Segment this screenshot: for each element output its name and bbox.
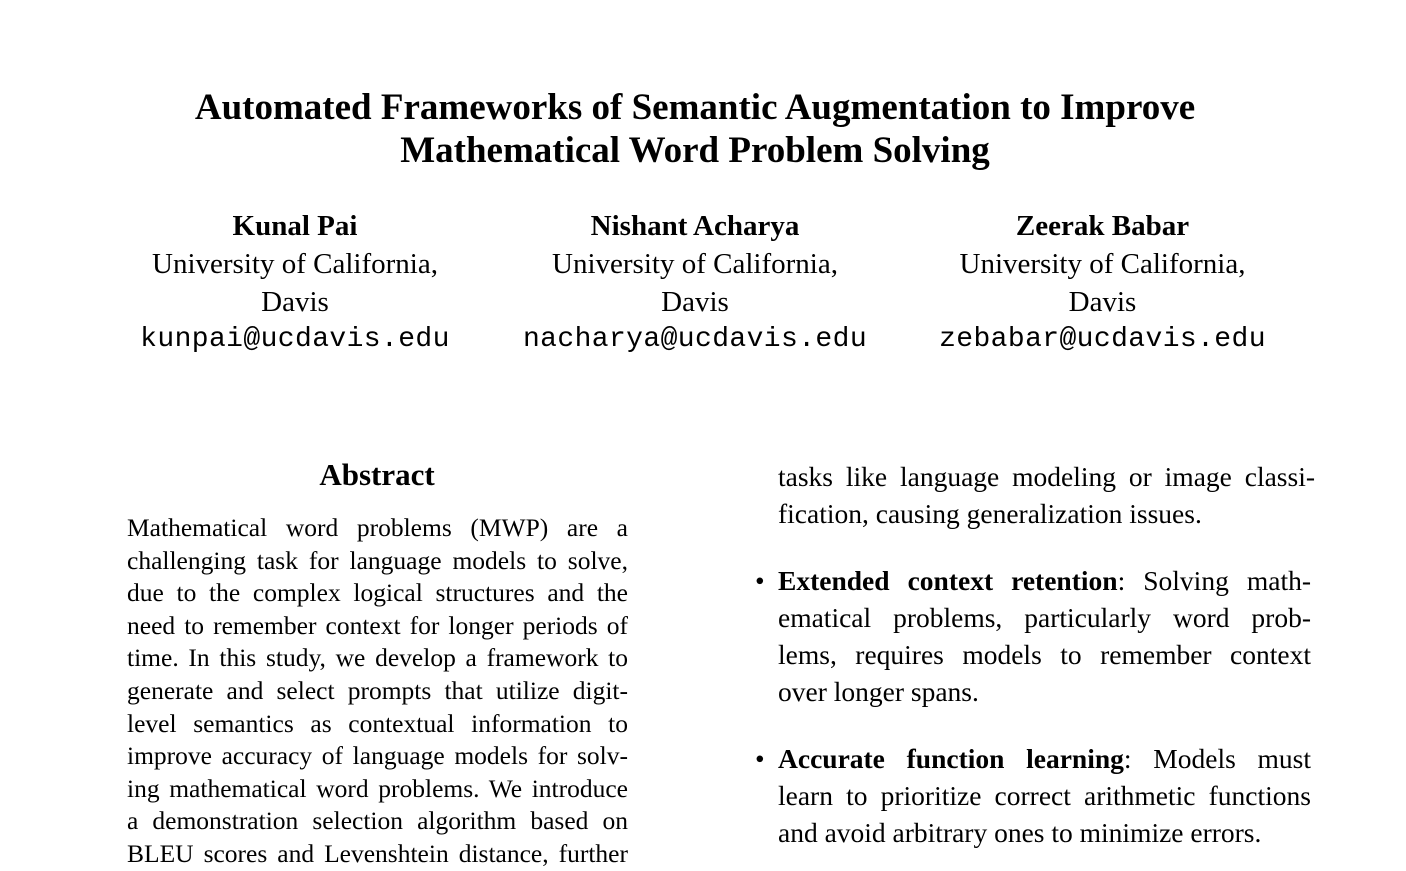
author-name: Kunal Pai xyxy=(232,210,358,242)
author-affiliation: Davis xyxy=(661,286,729,318)
list-item-text xyxy=(778,740,1311,851)
body-line: tasks like language modeling or image classi- xyxy=(778,461,1315,492)
author-name: Nishant Acharya xyxy=(590,210,800,242)
abstract-heading: Abstract xyxy=(319,457,435,492)
abstract-line: ing mathematical word problems. We introduce xyxy=(127,773,628,803)
author-email: zebabar@ucdavis.edu xyxy=(939,324,1266,355)
author-affiliation: University of California, xyxy=(959,248,1246,280)
author-email: kunpai@ucdavis.edu xyxy=(140,324,450,355)
author-affiliation: University of California, xyxy=(152,248,438,280)
author-block xyxy=(910,207,1295,359)
paper-title xyxy=(0,86,1390,172)
body-line xyxy=(778,562,1311,599)
body-line: lems, requires models to remember context xyxy=(778,639,1311,670)
abstract-line: level semantics as contextual information to xyxy=(127,708,628,738)
author-affiliation: Davis xyxy=(1068,286,1137,318)
body-line: ematical problems, particularly word prob- xyxy=(778,602,1311,633)
abstract-line: challenging task for language models to solve, xyxy=(127,545,628,575)
bullet-icon: • xyxy=(755,743,765,774)
body-line: and avoid arbitrary ones to minimize errors. xyxy=(778,817,1262,848)
body-line xyxy=(778,740,1311,777)
abstract-line: Mathematical word problems (MWP) are a xyxy=(127,513,628,542)
title-line: Automated Frameworks of Semantic Augmentation to Improve xyxy=(194,87,1196,128)
author-affiliation: Davis xyxy=(261,286,329,318)
right-column xyxy=(755,458,1315,851)
body-line: fication, causing generalization issues. xyxy=(778,498,1202,529)
author-email: nacharya@ucdavis.edu xyxy=(522,324,868,355)
list-item xyxy=(755,740,1315,851)
abstract-line: time. In this study, we develop a framework to xyxy=(127,643,628,673)
list-item-term: Extended context retention xyxy=(778,565,1118,596)
continued-paragraph xyxy=(778,458,1315,532)
author-affiliation: University of California, xyxy=(552,248,838,280)
abstract-line: generate and select prompts that utilize digit- xyxy=(127,675,628,705)
abstract-line: due to the complex logical structures and the xyxy=(127,578,628,608)
abstract-line: BLEU scores and Levenshtein distance, further xyxy=(127,838,628,868)
abstract-line: need to remember context for longer periods of xyxy=(127,610,628,640)
abstract-line: a demonstration selection algorithm based on xyxy=(127,806,628,836)
list-item xyxy=(755,562,1315,710)
title-line: Mathematical Word Problem Solving xyxy=(400,130,990,171)
body-line: over longer spans. xyxy=(778,676,979,707)
author-block xyxy=(500,207,890,359)
bullet-icon: • xyxy=(755,565,765,596)
list-item-text xyxy=(778,562,1311,710)
body-line: learn to prioritize correct arithmetic functions xyxy=(778,780,1311,811)
author-block xyxy=(110,207,480,359)
abstract-line: improve accuracy of language models for solv- xyxy=(127,741,628,771)
list-item-term: Accurate function learning xyxy=(778,743,1124,774)
list-item-text-start: : Solving math- xyxy=(1117,565,1311,596)
abstract-body xyxy=(127,512,628,871)
author-name: Zeerak Babar xyxy=(1015,210,1190,242)
list-item-text-start: : Models must xyxy=(1123,743,1311,774)
